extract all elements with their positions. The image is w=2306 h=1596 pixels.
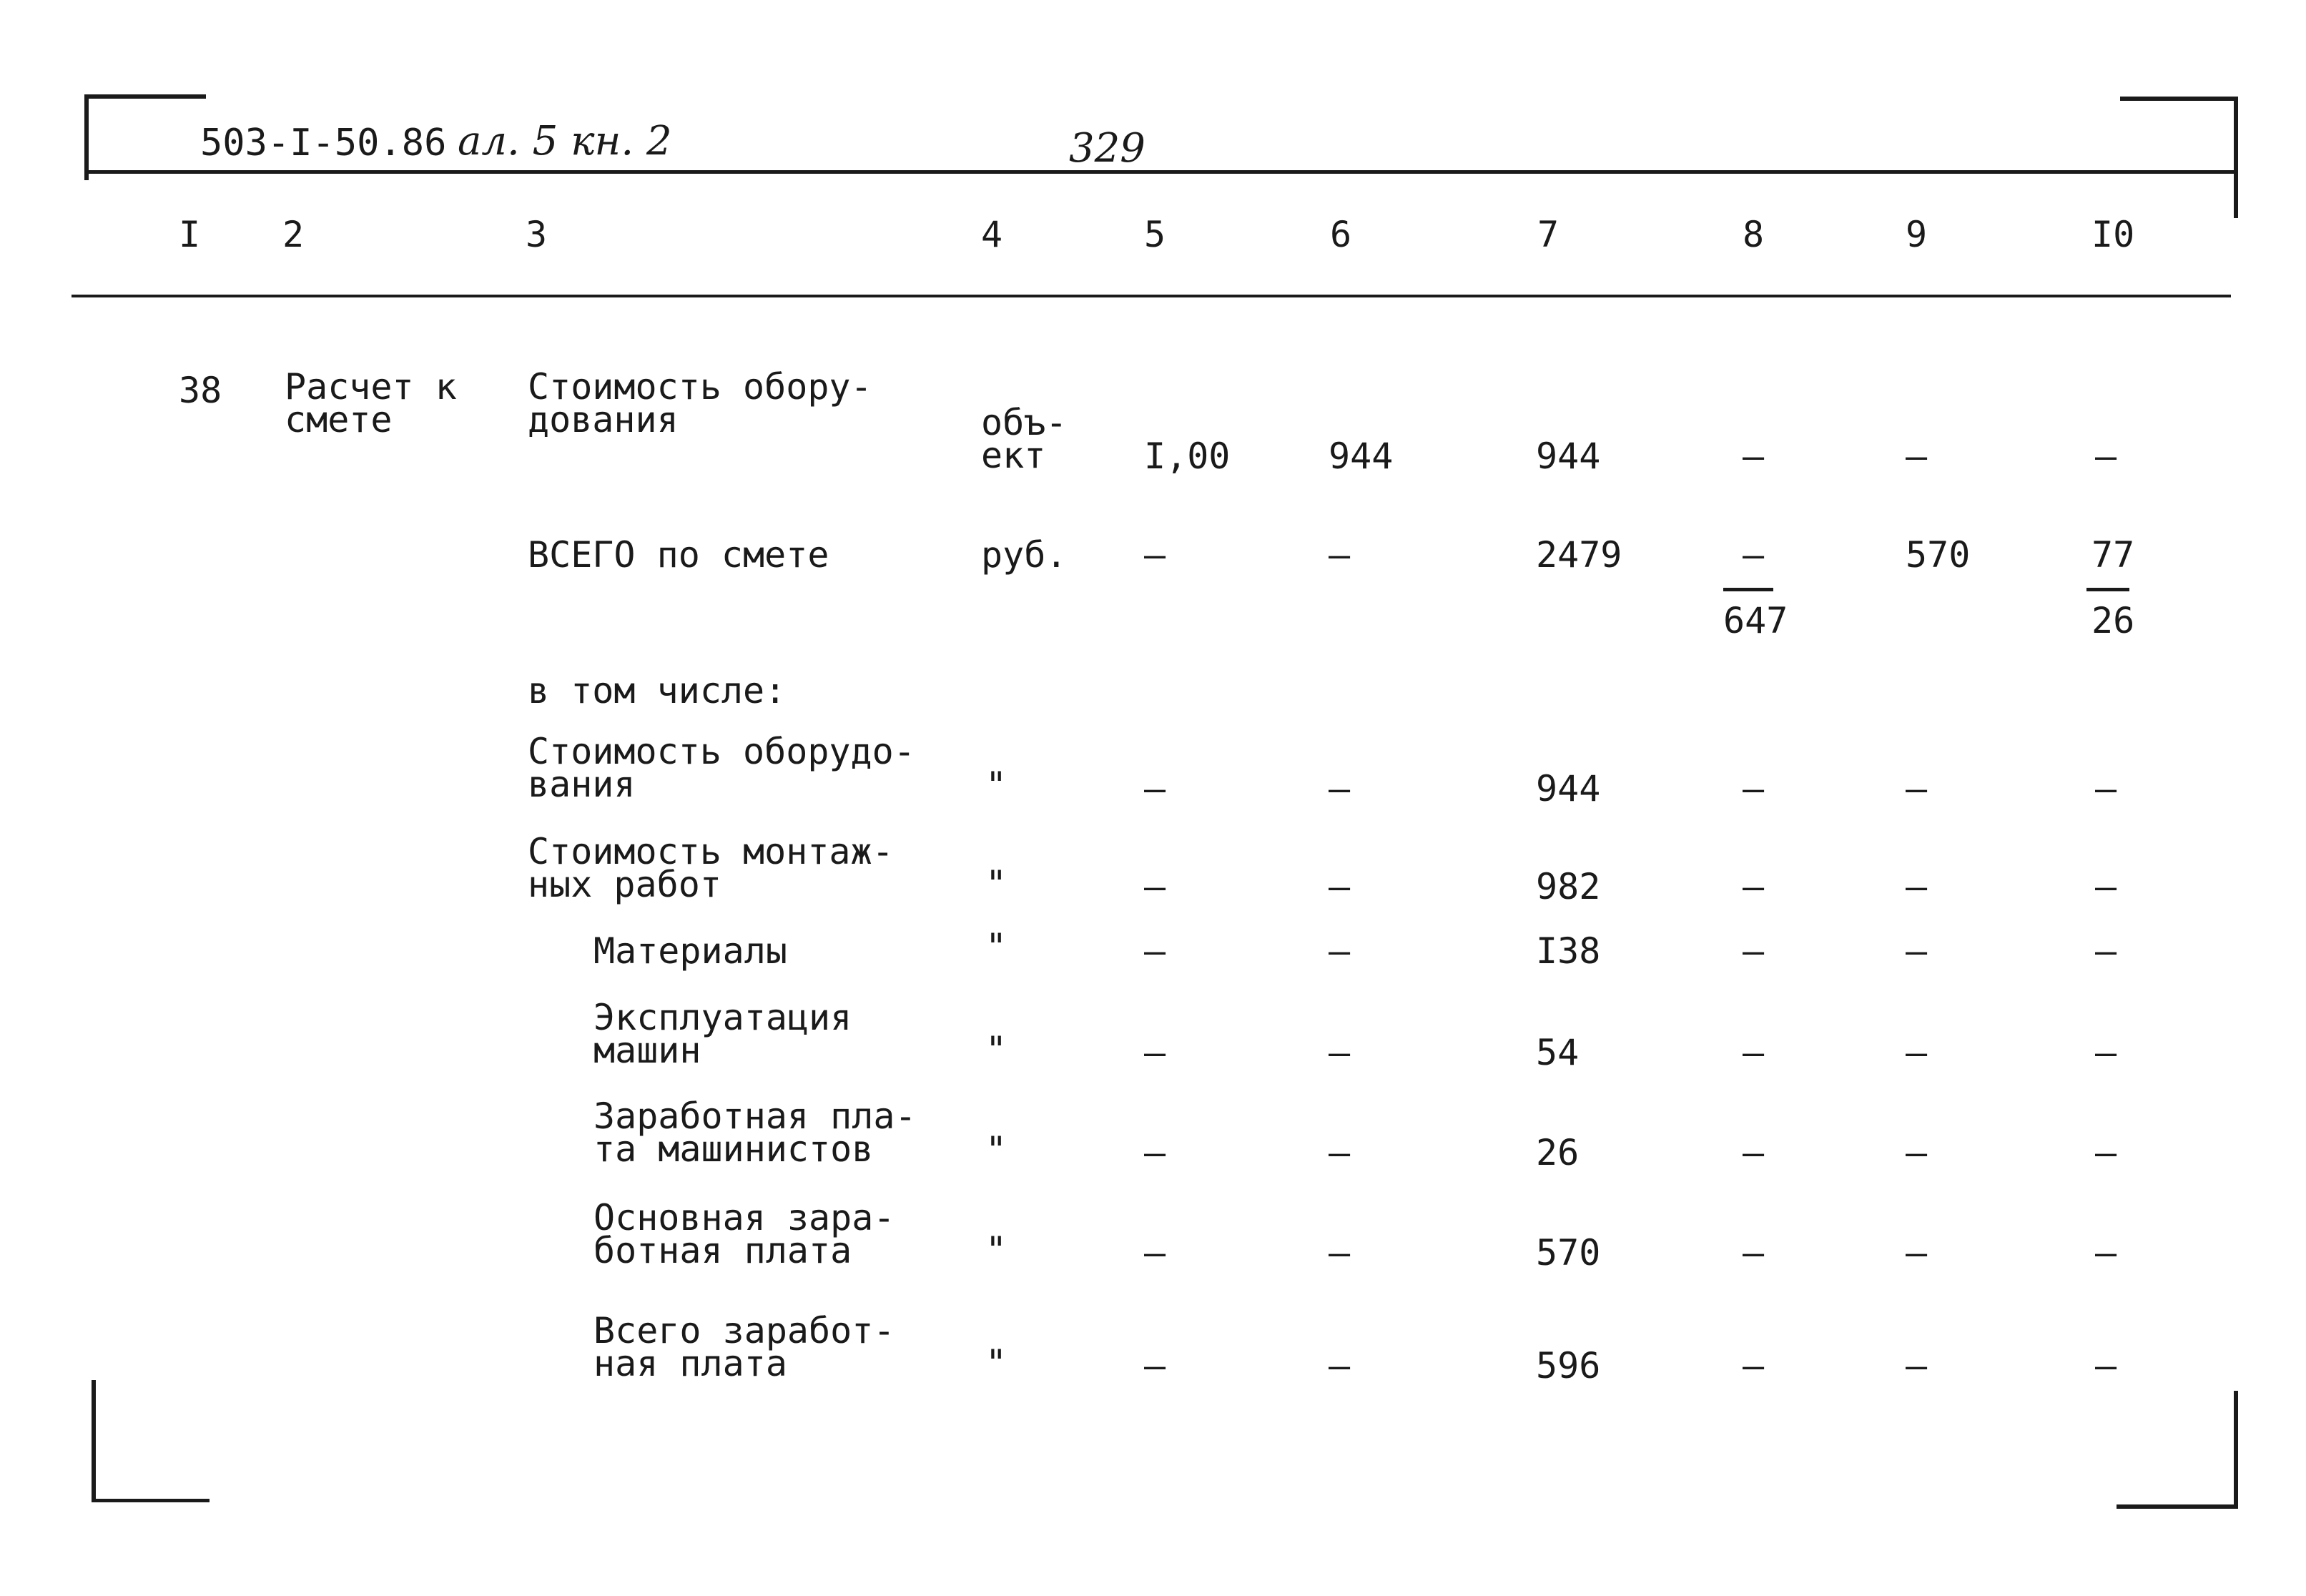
row-unit: " [985, 1342, 1007, 1384]
row-col8: – [1743, 768, 1765, 809]
row-number: 38 [179, 370, 222, 411]
column-number-9: 9 [1906, 214, 1928, 255]
row-price: – [1329, 1232, 1351, 1274]
row-name: Эксплуатация машин [593, 997, 852, 1071]
frame-top-right-horizontal [2120, 97, 2238, 101]
frame-top-left-vertical [84, 94, 89, 180]
column-number-3: 3 [526, 214, 548, 255]
document-code: 503-I-50.86 [200, 122, 447, 164]
row-name: Стоимость оборудо- вания [528, 731, 915, 805]
row-quantity: – [1144, 1132, 1166, 1173]
row-name: в том числе: [528, 670, 787, 711]
row-total: 982 [1536, 866, 1601, 907]
row-total: 596 [1536, 1345, 1601, 1386]
row-price: – [1329, 768, 1351, 809]
row-price: – [1329, 1032, 1351, 1073]
column-number-2: 2 [282, 214, 305, 255]
frame-bottom-right-vertical [2234, 1391, 2238, 1509]
row-name: Заработная пла- та машинистов [593, 1095, 917, 1170]
row-col8: – [1743, 1232, 1765, 1274]
row-col8: – [1743, 866, 1765, 907]
row-col10: – [2095, 866, 2117, 907]
row-quantity: – [1144, 866, 1166, 907]
row-col9: – [1906, 435, 1928, 477]
row-col8-bottom: 647 [1723, 600, 1788, 641]
row-unit: " [985, 926, 1007, 967]
row-col8: – [1743, 1032, 1765, 1073]
row-col10: – [2095, 435, 2117, 477]
row-name: ВСЕГО по смете [528, 534, 829, 576]
row-col9: – [1906, 1032, 1928, 1073]
row-total: 2479 [1536, 534, 1622, 576]
row-total: 944 [1536, 768, 1601, 809]
row-col9: – [1906, 1132, 1928, 1173]
row-unit: руб. [981, 534, 1068, 576]
column-number-7: 7 [1537, 214, 1559, 255]
row-unit: " [985, 1129, 1007, 1171]
row-quantity: – [1144, 1232, 1166, 1274]
row-col9: – [1906, 930, 1928, 972]
row-total: 54 [1536, 1032, 1580, 1073]
row-col9: – [1906, 1232, 1928, 1274]
row-name: Материалы [593, 930, 787, 972]
row-quantity: – [1144, 1032, 1166, 1073]
row-col9: – [1906, 866, 1928, 907]
row-col10: – [2095, 1232, 2117, 1274]
row-col8: – [1743, 930, 1765, 972]
row-col10: – [2095, 1132, 2117, 1173]
row-quantity: – [1144, 534, 1166, 576]
row-col8: – [1743, 1132, 1765, 1173]
row-col10: – [2095, 768, 2117, 809]
row-name: Стоимость монтаж- ных работ [528, 831, 894, 905]
row-col10: – [2095, 1032, 2117, 1073]
row-price: 944 [1329, 435, 1394, 477]
row-price: – [1329, 1132, 1351, 1173]
column-number-4: 4 [981, 214, 1003, 255]
row-quantity: – [1144, 768, 1166, 809]
row-price: – [1329, 534, 1351, 576]
row-col10-top: 77 [2091, 534, 2135, 576]
row-quantity: – [1144, 1345, 1166, 1386]
row-price: – [1329, 930, 1351, 972]
handwritten-reference: ал. 5 кн. 2 [458, 118, 672, 164]
row-name: Стоимость обору- дования [528, 366, 872, 440]
column-number-6: 6 [1330, 214, 1352, 255]
row-col10: – [2095, 1345, 2117, 1386]
row-unit: " [985, 863, 1007, 905]
row-col9: – [1906, 768, 1928, 809]
row-price: – [1329, 866, 1351, 907]
row-unit: объ- ект [981, 402, 1068, 476]
frame-top-left-horizontal [84, 94, 206, 99]
column-number-5: 5 [1144, 214, 1166, 255]
row-total: 944 [1536, 435, 1601, 477]
column-number-8: 8 [1743, 214, 1765, 255]
column-number-10: I0 [2091, 214, 2135, 255]
row-name: Всего заработ- ная плата [593, 1310, 895, 1384]
row-basis: Расчет к смете [285, 366, 457, 440]
row-col8: – [1743, 1345, 1765, 1386]
row-total: 570 [1536, 1232, 1601, 1274]
row-col8-top: – [1743, 534, 1765, 576]
row-col10: – [2095, 930, 2117, 972]
row-unit: " [985, 1029, 1007, 1070]
row-col8: – [1743, 435, 1765, 477]
row-name: Основная зара- ботная плата [593, 1197, 895, 1271]
frame-bottom-left-vertical [92, 1380, 96, 1502]
row-quantity: – [1144, 930, 1166, 972]
header-rule [84, 170, 2238, 174]
row-price: – [1329, 1345, 1351, 1386]
frame-bottom-left-horizontal [92, 1499, 210, 1502]
row-unit: " [985, 1229, 1007, 1271]
page-number: 329 [1069, 125, 1145, 172]
row-col10-bottom: 26 [2091, 600, 2135, 641]
row-total: 26 [1536, 1132, 1580, 1173]
frame-top-right-vertical [2234, 97, 2238, 218]
fraction-bar-col10 [2086, 588, 2129, 591]
fraction-bar-col8 [1723, 588, 1773, 591]
row-quantity: I,00 [1144, 435, 1231, 477]
row-col9: – [1906, 1345, 1928, 1386]
row-unit: " [985, 764, 1007, 806]
frame-bottom-right-horizontal [2117, 1504, 2238, 1509]
column-header-rule [72, 295, 2231, 297]
row-total: I38 [1536, 930, 1601, 972]
row-col9: 570 [1906, 534, 1971, 576]
column-number-1: I [179, 214, 201, 255]
